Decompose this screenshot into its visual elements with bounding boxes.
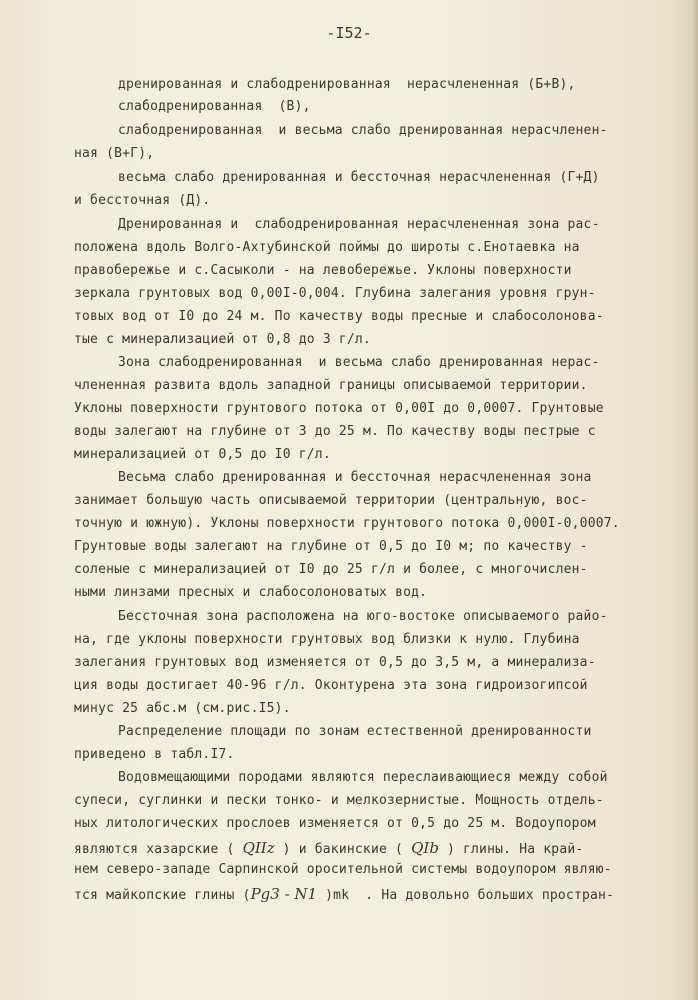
text-line: Дренированная и слабодренированная нерасчлененная зона рас-: [118, 217, 600, 232]
text-line: минус 25 абс.м (см.рис.I5).: [74, 701, 291, 716]
text-segment: ) и бакинские (: [274, 842, 412, 857]
text-segment: )mk . На довольно больших простран-: [317, 888, 615, 903]
text-segment: ) глины. На край-: [438, 842, 584, 857]
handwritten-formula: QIb: [411, 839, 439, 857]
text-line: соленые с минерализацией от I0 до 25 г/л и более, с многочислен-: [74, 562, 588, 577]
text-line: Весьма слабо дренированная и бессточная нерасчлененная зона: [118, 470, 592, 485]
text-line: товых вод от I0 до 24 м. По качеству воды пресные и слабосолонова-: [74, 309, 604, 324]
text-line: ными линзами пресных и слабосолоноватых вод.: [74, 585, 428, 600]
text-line: залегания грунтовых вод изменяется от 0,5 до 3,5 м, а минерализа-: [74, 655, 596, 670]
text-line: на, где уклоны поверхности грунтовых вод близки к нулю. Глубина: [74, 632, 580, 647]
text-line: слабодренированная и весьма слабо дренированная нерасчленен-: [118, 123, 608, 138]
text-line: Зона слабодренированная и весьма слабо дренированная нерас-: [118, 355, 600, 370]
text-line: Грунтовые воды залегают на глубине от 0,5 до I0 м; по качеству -: [74, 539, 588, 554]
text-line: минерализацией от 0,5 до I0 г/л.: [74, 447, 331, 462]
text-line: члененная развита вдоль западной границы описываемой территории.: [74, 378, 588, 393]
text-line: супеси, суглинки и пески тонко- и мелкозернистые. Мощность отдель-: [74, 793, 604, 808]
text-line: правобережье и с.Сасыколи - на левобережье. Уклоны поверхности: [74, 263, 572, 278]
text-line: нем северо-западе Сарпинской оросительной системы водоупором являю-: [74, 862, 612, 877]
text-line: ных литологических прослоев изменяется от 0,5 до 25 м. Водоупором: [74, 816, 596, 831]
text-line: слабодренированная (В),: [118, 99, 311, 114]
text-line: Водовмещающими породами являются переслаивающиеся между собой: [118, 770, 608, 785]
text-line: положена вдоль Волго-Ахтубинской поймы до широты с.Енотаевка на: [74, 240, 580, 255]
text-line: ная (В+Г),: [74, 146, 155, 161]
text-segment: являются хазарские (: [74, 842, 243, 857]
text-line: тые с минерализацией от 0,8 до 3 г/л.: [74, 332, 371, 347]
text-line: точную и южную). Уклоны поверхности грунтового потока 0,000I-0,0007.: [74, 516, 620, 531]
text-line: ция воды достигает 40-96 г/л. Оконтурена эта зона гидроизогипсой: [74, 678, 588, 693]
text-segment: тся майкопские глины (: [74, 888, 251, 903]
handwritten-formula: QIIz: [242, 839, 275, 857]
text-line: Распределение площади по зонам естественной дренированности: [118, 724, 592, 739]
page-number: -I52-: [326, 24, 372, 42]
text-line: весьма слабо дренированная и бессточная нерасчлененная (Г+Д): [118, 170, 600, 185]
text-line: зеркала грунтовых вод 0,00I-0,004. Глубина залегания уровня грун-: [74, 286, 596, 301]
text-line: Бессточная зона расположена на юго-востоке описываемого райо-: [118, 609, 608, 624]
text-line-with-formula: [74, 839, 583, 857]
text-line: воды залегают на глубине от 3 до 25 м. По качеству воды пестрые с: [74, 424, 596, 439]
page-edge-shadow: [692, 0, 698, 1000]
text-line: Уклоны поверхности грунтового потока от 0,00I до 0,0007. Грунтовые: [74, 401, 604, 416]
handwritten-formula: Pg3 - N1: [250, 885, 318, 903]
text-line: и бессточная (Д).: [74, 193, 211, 208]
text-line: занимает большую часть описываемой территории (центральную, вос-: [74, 493, 588, 508]
text-line: приведено в табл.I7.: [74, 747, 235, 762]
text-line: дренированная и слабодренированная нерасчлененная (Б+В),: [118, 77, 576, 92]
text-line-with-formula: [74, 885, 614, 903]
